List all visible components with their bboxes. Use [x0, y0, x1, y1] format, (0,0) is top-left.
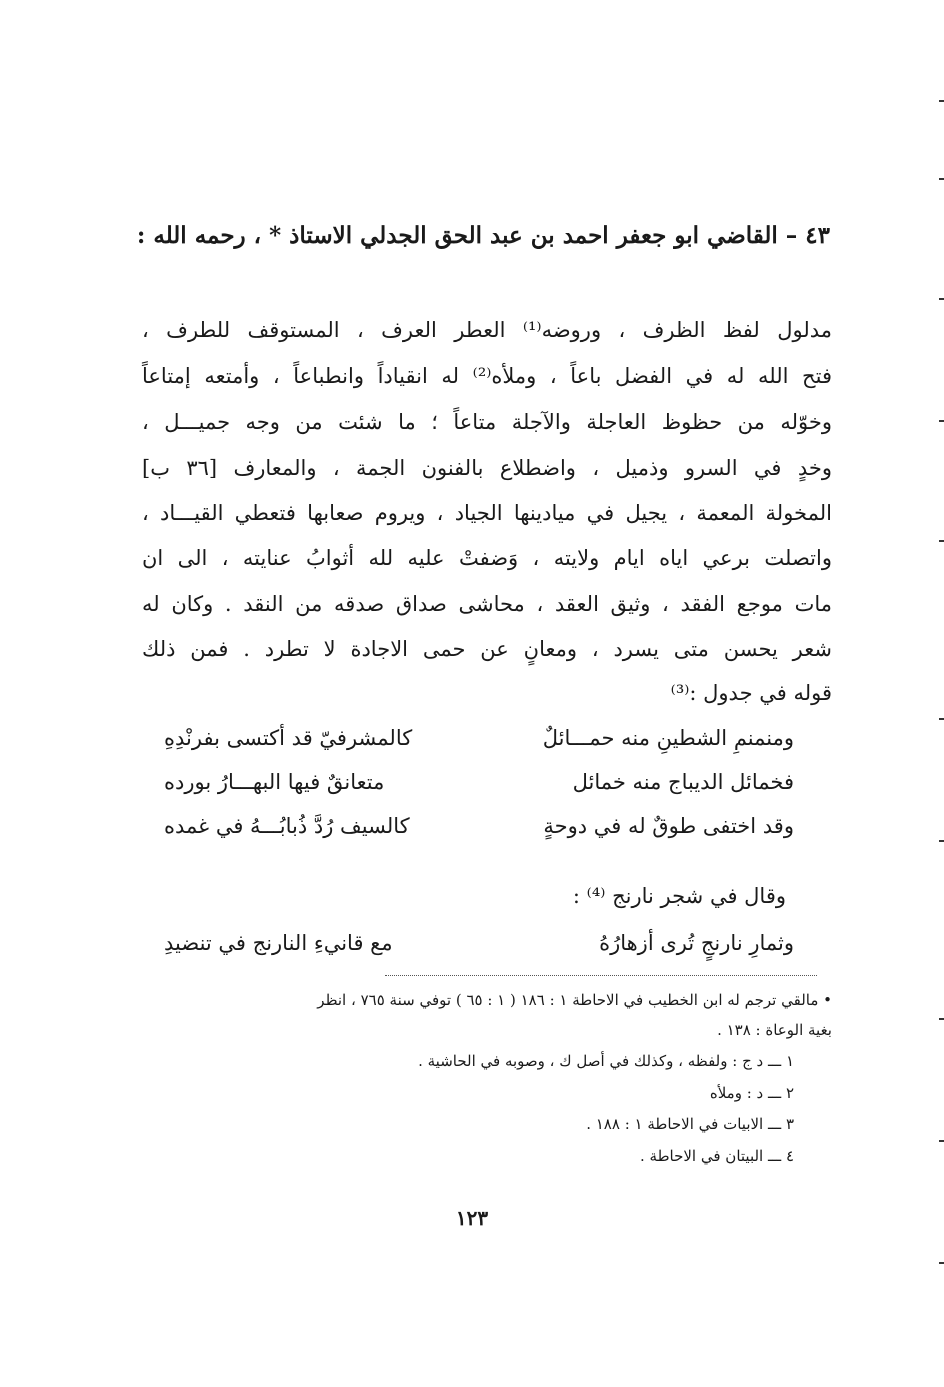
body-line-4: وخدٍ في السرو وذميل ، واضطلاع بالفنون الجمة ، والمعارف [٣٦ ب]	[142, 456, 832, 480]
body-line-5: المخولة المعمة ، يجيل في ميادينها الجياد ، ويروم صعابها فتعطي القيـــاد ،	[142, 501, 832, 525]
poem-intro: وقال في شجر نارنج ⁽⁴⁾ :	[572, 884, 786, 908]
footnote-star: • مالقي ترجم له ابن الخطيب في الاحاطة ١ : ١٨٦ ( ١ : ٦٥ ) توفي سنة ٧٦٥ ، انظر	[317, 991, 832, 1009]
verse-1-second-hemistich: كالمشرفيّ قد أكتسى بفرنْدِهِ	[164, 726, 413, 750]
entry-heading: ٤٣ – القاضي ابو جعفر احمد بن عبد الحق الجدلي الاستاذ * ، رحمه الله :	[136, 222, 830, 249]
body-line-3: وخوّله من حظوظ العاجلة والآجلة متاعاً ؛ ما شئت من وجه جميـــل ،	[142, 410, 832, 434]
footnote-2: ٢ ـــ د : وملأه	[709, 1084, 794, 1102]
verse-1-first-hemistich: ومنمنمِ الشطينِ منه حمـــائلٌ	[542, 726, 794, 750]
footnote-1: ١ ـــ د ج : ولفظه ، وكذلك في أصل ك ، وصوبه في الحاشية .	[418, 1052, 794, 1070]
body-line-6: واتصلت برعي اياه ايام ولايته ، وَضفتْ عليه لله أثوابُ عنايته ، الى ان	[142, 546, 832, 570]
scan-edge-mark	[939, 100, 944, 102]
body-line-9: قوله في جدول :⁽³⁾	[670, 681, 832, 705]
footnote-4: ٤ ـــ البيتان في الاحاطة .	[640, 1147, 794, 1165]
verse-4-first-hemistich: وثمارِ نارنجٍ تُرى أزهارُهُ	[599, 931, 794, 955]
verse-2-second-hemistich: متعانقٌ فيها البهـــارُ بورده	[164, 770, 385, 794]
scan-edge-mark	[939, 540, 944, 542]
page-number: ١٢٣	[455, 1206, 489, 1230]
verse-3-second-hemistich: كالسيف رُدَّ ذُبابُـــهُ في غمده	[164, 814, 410, 838]
scan-edge-mark	[939, 420, 944, 422]
scan-edge-mark	[939, 1018, 944, 1020]
verse-2-first-hemistich: فخمائل الديباج منه خمائل	[572, 770, 794, 794]
body-line-2: فتح الله له في الفضل باعاً ، وملأه⁽²⁾ له انقياداً وانطباعاً ، وأمتعه إمتاعاً	[142, 364, 832, 388]
scan-edge-mark	[939, 718, 944, 720]
verse-3-first-hemistich: وقد اختفى طوقٌ له في دوحةٍ	[543, 814, 794, 838]
scan-edge-mark	[939, 1262, 944, 1264]
footnote-star-continued: بغية الوعاة : ١٣٨ .	[717, 1021, 832, 1039]
scan-edge-mark	[939, 178, 944, 180]
scan-edge-mark	[939, 840, 944, 842]
footnote-3: ٣ ـــ الابيات في الاحاطة ١ : ١٨٨ .	[586, 1115, 794, 1133]
scan-edge-mark	[939, 298, 944, 300]
scan-edge-mark	[939, 1140, 944, 1142]
body-line-7: مات موجع الفقد ، وثيق العقد ، محاشى صداق صدقه من النقد . وكان له	[142, 592, 832, 616]
body-line-1: مدلول لفظ الظرف ، وروضه⁽¹⁾ العطر العرف ، المستوقف للطرف ،	[142, 318, 833, 342]
body-line-8: شعر يحسن متى يسرد ، ومعانٍ عن حمى الاجادة لا تطرد . فمن ذلك	[142, 637, 832, 661]
verse-4-second-hemistich: مع قانيءِ النارنج في تنضيدِ	[164, 931, 393, 955]
footnote-separator	[385, 975, 817, 976]
